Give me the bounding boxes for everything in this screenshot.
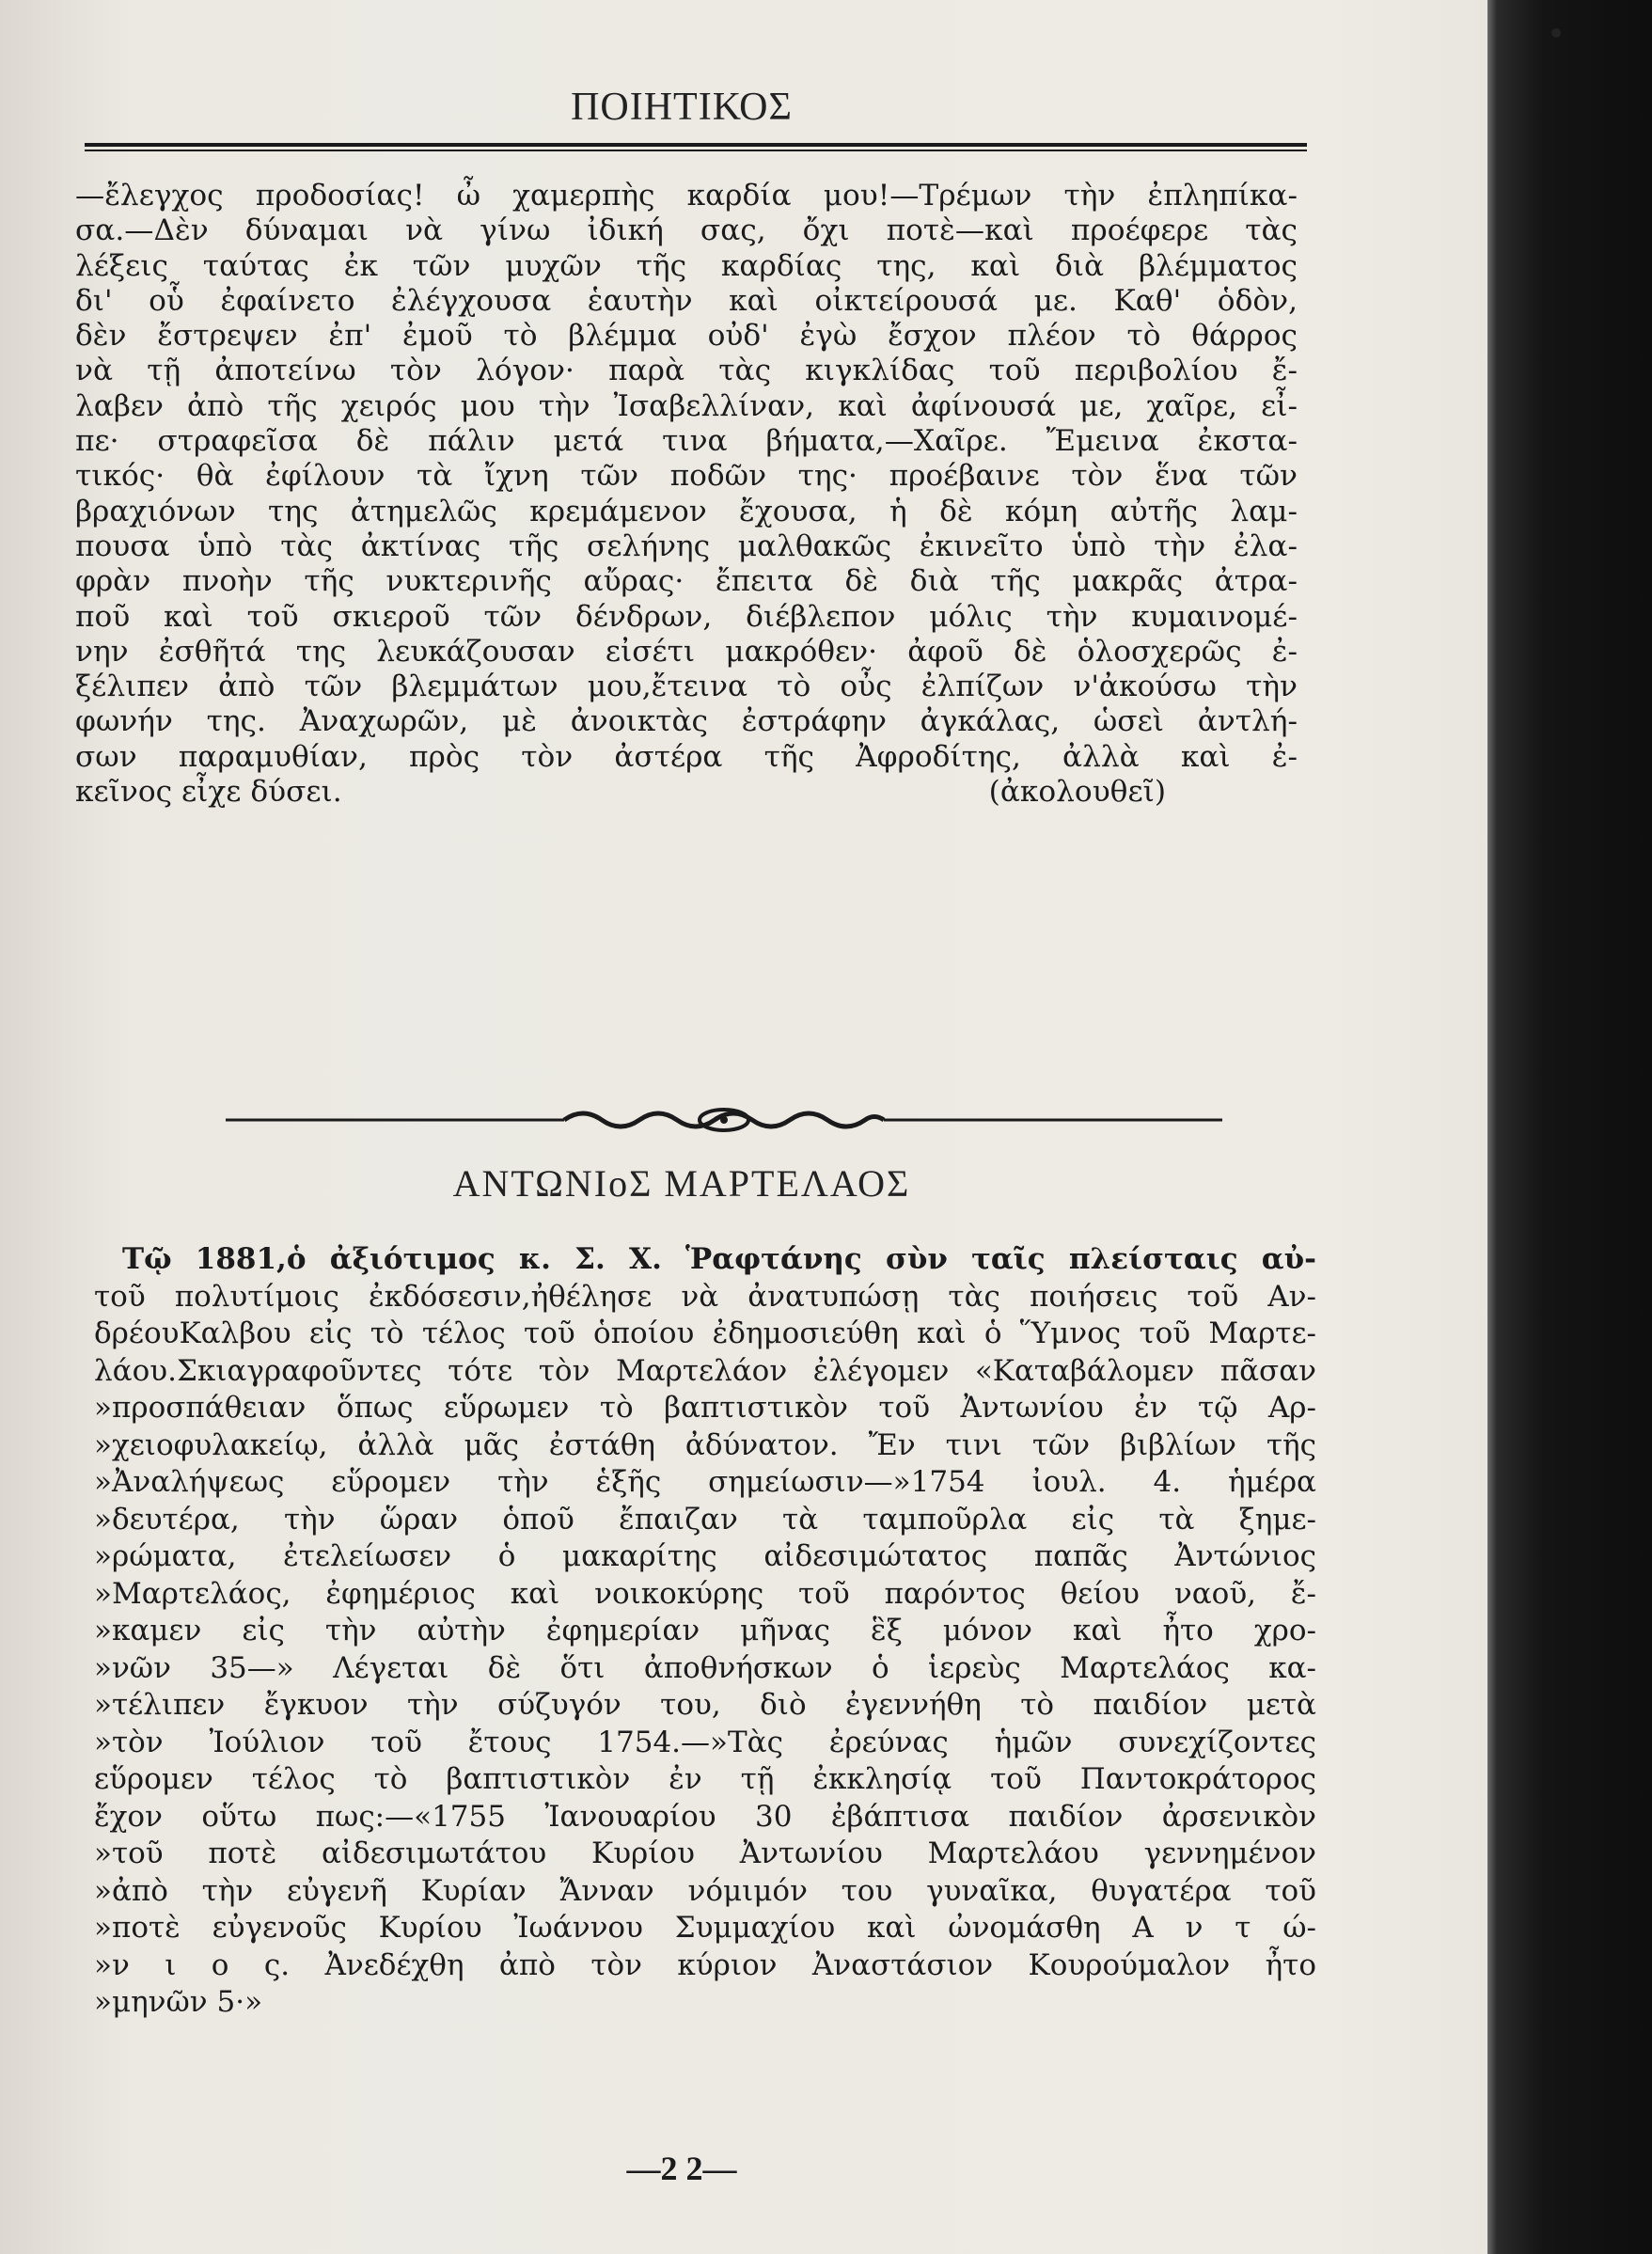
article-line: »ποτὲ εὐγενοῦς Κυρίου Ἰωάννου Συμμαχίου καὶ ὠνομάσθη Α ν τ ώ-	[94, 1911, 1316, 1945]
article-line: δρέουΚαλβου εἰς τὸ τέλος τοῦ ὁποίου ἐδημοσιεύθη καὶ ὁ Ὕμνος τοῦ Μαρτε-	[94, 1316, 1316, 1350]
article-line: Τῷ 1881,ὁ ἀξιότιμος κ. Σ. Χ. Ῥαφτάνης σὺν ταῖς πλείσταις αὐ-	[122, 1242, 1316, 1276]
article-line: »Μαρτελάος, ἐφημέριος καὶ νοικοκύρης τοῦ παρόντος θείου ναοῦ, ἔ-	[94, 1576, 1316, 1611]
article-line: »ρώματα, ἐτελείωσεν ὁ μακαρίτης αἰδεσιμώτατος παπᾶς Ἀντώνιος	[94, 1539, 1316, 1573]
article-line: »καμεν εἰς τὴν αὐτὴν ἐφημερίαν μῆνας ἓξ μόνον καὶ ἦτο χρο-	[94, 1614, 1316, 1647]
article-line: εὕρομεν τέλος τὸ βαπτιστικὸν ἐν τῇ ἐκκλησίᾳ τοῦ Παντοκράτορος	[94, 1762, 1316, 1796]
article-line: »ν ι ο ς. Ἀνεδέχθη ἀπὸ τὸν κύριον Ἀναστάσιον Κουρούμαλον ἦτο	[94, 1947, 1316, 1982]
text-line: κεῖνος εἶχε δύσει.	[75, 775, 342, 810]
text-line: σων παραμυθίαν, πρὸς τὸν ἀστέρα τῆς Ἀφροδίτης, ἀλλὰ καὶ ἐ-	[75, 739, 1298, 774]
text-line: δὲν ἔστρεψεν ἐπ' ἐμοῦ τὸ βλέμμα οὐδ' ἐγὼ ἔσχον πλέον τὸ θάρρος	[75, 319, 1298, 354]
article-line: »μηνῶν 5·»	[94, 1985, 263, 2019]
article-line: »προσπάθειαν ὅπως εὕρωμεν τὸ βαπτιστικὸν τοῦ Ἀντωνίου ἐν τῷ Αρ-	[94, 1391, 1316, 1425]
article-line: »δευτέρα, τὴν ὥραν ὁποῦ ἔπαιζαν τὰ ταμποῦρλα εἰς τὰ ξημε-	[94, 1502, 1316, 1537]
text-line: φωνήν της. Ἀναχωρῶν, μὲ ἀνοικτὰς ἐστράφην ἀγκάλας, ὡσεὶ ἀντλή-	[75, 704, 1298, 739]
text-line: βραχιόνων της ἀτημελῶς κρεμάμενον ἔχουσα, ἡ δὲ κόμη αὐτῆς λαμ-	[75, 494, 1298, 528]
text-line: νὰ τῇ ἀποτείνω τὸν λόγον· παρὰ τὰς κιγκλίδας τοῦ περιβολίου ἔ-	[75, 354, 1298, 388]
continued-note: (ἀκολουθεῖ)	[988, 775, 1166, 810]
article-line: »ἀπὸ τὴν εὐγενῆ Κυρίαν Ἄνναν νόμιμόν του γυναῖκα, θυγατέρα τοῦ	[94, 1873, 1316, 1908]
article-line: λάου.Σκιαγραφοῦντες τότε τὸν Μαρτελάον ἐλέγομεν «Καταβάλομεν πᾶσαν	[94, 1353, 1316, 1388]
scanner-edge-band	[1487, 0, 1652, 2254]
article-line: »νῶν 35—» Λέγεται δὲ ὅτι ἀποθνήσκων ὁ ἱερεὺς Μαρτελάος κα-	[94, 1650, 1316, 1685]
text-line: λέξεις ταύτας ἐκ τῶν μυχῶν τῆς καρδίας της, καὶ διὰ βλέμματος	[75, 248, 1298, 283]
text-line: πουσα ὑπὸ τὰς ἀκτίνας τῆς σελήνης μαλθακῶς ἐκινεῖτο ὑπὸ τὴν ἐλα-	[75, 528, 1298, 563]
text-line: σα.—Δὲν δύναμαι νὰ γίνω ἰδική σας, ὄχι ποτὲ—καὶ προέφερε τὰς	[75, 213, 1298, 248]
article-line: τοῦ πολυτίμοις ἐκδόσεσιν,ἠθέλησε νὰ ἀνατυπώσῃ τὰς ποιήσεις τοῦ Αν-	[94, 1279, 1316, 1314]
text-line: δι' οὗ ἐφαίνετο ἐλέγχουσα ἑαυτὴν καὶ οἰκτείρουσά με. Καθ' ὁδὸν,	[75, 283, 1298, 318]
story-continuation-text	[75, 179, 1298, 810]
text-line: ξέλιπεν ἀπὸ τῶν βλεμμάτων μου,ἔτεινα τὸ οὖς ἐλπίζων ν'ἀκούσω τὴν	[75, 670, 1298, 704]
article-line: »τέλιπεν ἔγκυον τὴν σύζυγόν του, διὸ ἐγεννήθη τὸ παιδίον μετὰ	[94, 1688, 1316, 1722]
article-body-text	[94, 1241, 1316, 2022]
text-line: φρὰν πνοὴν τῆς νυκτερινῆς αὔρας· ἔπειτα δὲ διὰ τῆς μακρᾶς ἀτρα-	[75, 564, 1298, 599]
header-rule-thick	[85, 143, 1307, 147]
running-head: ΠΟΙΗΤΙΚΟΣ	[571, 86, 793, 129]
article-line: »τὸν Ἰούλιον τοῦ ἔτους 1754.—»Τὰς ἐρεύνας ἡμῶν συνεχίζοντες	[94, 1725, 1316, 1759]
text-line: πε· στραφεῖσα δὲ πάλιν μετά τινα βήματα,—Χαῖρε. Ἔμεινα ἐκστα-	[75, 424, 1298, 459]
text-line: —ἔλεγχος προδοσίας! ὦ χαμερπὴς καρδία μου!—Τρέμων τὴν ἐπληπίκα-	[75, 179, 1298, 213]
text-line: νην ἐσθῆτά της λευκάζουσαν εἰσέτι μακρόθεν· ἀφοῦ δὲ ὁλοσχερῶς ἐ-	[75, 634, 1298, 669]
page-number: —2 2—	[626, 2150, 737, 2187]
article-line: »χειοφυλακείῳ, ἀλλὰ μᾶς ἐστάθη ἀδύνατον. Ἔν τινι τῶν βιβλίων τῆς	[94, 1427, 1316, 1462]
article-line: ἔχον οὕτω πως:—«1755 Ἰανουαρίου 30 ἐβάπτισα παιδίον ἀρσενικὸν	[94, 1799, 1316, 1834]
text-line: λαβεν ἀπὸ τῆς χειρός μου τὴν Ἰσαβελλίναν, καὶ ἀφίνουσά με, χαῖρε, εἶ-	[75, 388, 1298, 423]
section-divider-ornament	[226, 1103, 1222, 1137]
article-line: »τοῦ ποτὲ αἰδεσιμωτάτου Κυρίου Ἀντωνίου Μαρτελάου γεννημένον	[94, 1836, 1316, 1870]
article-title: ΑΝΤΩΝΙοΣ ΜΑΡΤΕΛΑΟΣ	[452, 1162, 911, 1205]
book-page	[56, 56, 1316, 2219]
article-line: »Ἀναλήψεως εὕρομεν τὴν ἑξῆς σημείωσιν—»1754 ἰουλ. 4. ἡμέρα	[94, 1465, 1316, 1499]
text-line: τικός· θὰ ἐφίλουν τὰ ἴχνη τῶν ποδῶν της· προέβαινε τὸν ἕνα τῶν	[75, 459, 1298, 494]
header-rule-thin	[85, 150, 1307, 151]
ink-speck	[1551, 28, 1561, 38]
text-line: ποῦ καὶ τοῦ σκιεροῦ τῶν δένδρων, διέβλεπον μόλις τὴν κυμαινομέ-	[75, 599, 1298, 634]
